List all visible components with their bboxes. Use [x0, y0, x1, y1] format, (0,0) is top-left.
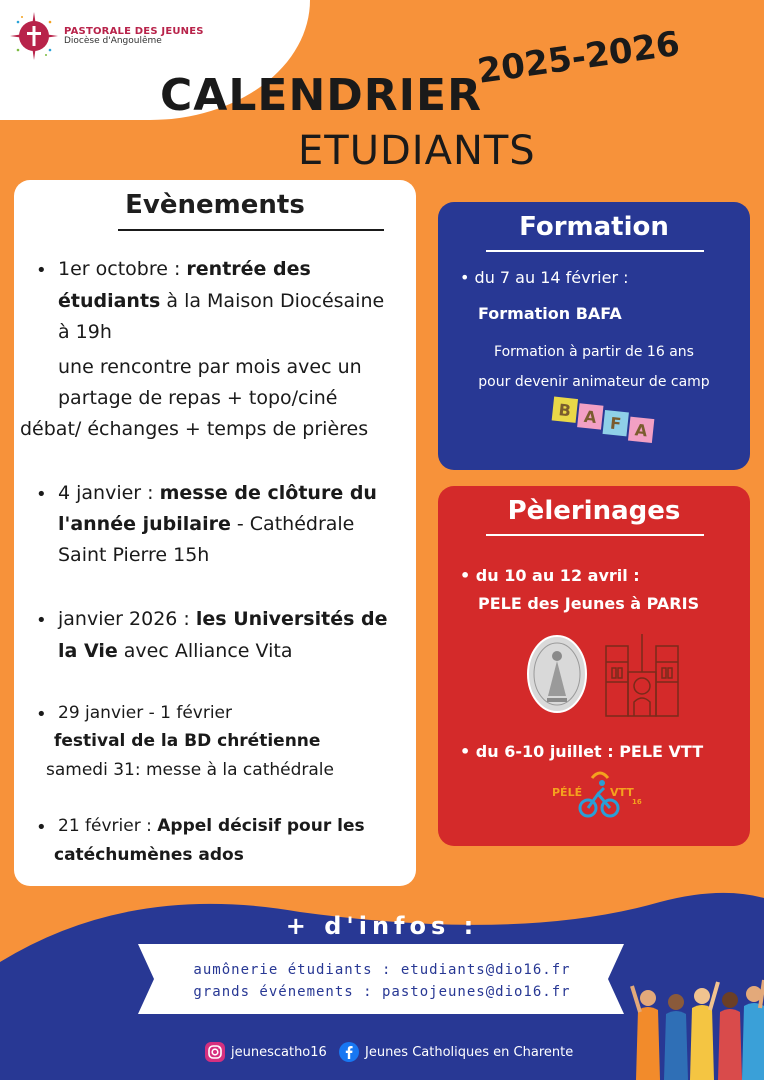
- list-item: partage de repas + topo/ciné: [58, 387, 338, 409]
- young-people-illustration: [630, 968, 764, 1080]
- bafa-letter: B: [557, 400, 572, 421]
- facebook-page-name: Jeunes Catholiques en Charente: [365, 1044, 574, 1060]
- page-subtitle: ETUDIANTS: [298, 128, 536, 174]
- cross-compass-icon: [10, 12, 58, 60]
- pelerinages-divider: [486, 534, 704, 536]
- pele-vtt-date: • du 6-10 juillet : PELE VTT: [460, 742, 704, 761]
- notre-dame-icon: [600, 632, 684, 720]
- list-item: à 19h: [58, 321, 112, 343]
- instagram-handle: jeunescatho16: [231, 1044, 327, 1060]
- pele-vtt-logo-num: 16: [632, 798, 642, 806]
- formation-heading: Formation: [519, 212, 669, 242]
- page-title-year: 2025-2026: [475, 23, 683, 92]
- events-divider: [118, 229, 384, 231]
- list-item: Saint Pierre 15h: [58, 544, 210, 566]
- instagram-icon: [204, 1041, 226, 1063]
- list-item: une rencontre par mois avec un: [58, 356, 362, 378]
- miraculous-medal-icon: [526, 634, 588, 714]
- list-item: 1er octobre : rentrée des: [58, 258, 311, 280]
- logo-diocese: Diocèse d'Angoulême: [64, 36, 162, 46]
- facebook-link[interactable]: [338, 1040, 573, 1064]
- formation-date: • du 7 au 14 février :: [460, 268, 629, 287]
- formation-card: [438, 202, 750, 470]
- pele-vtt-logo-right: VTT: [610, 786, 634, 799]
- bafa-letter: F: [609, 413, 623, 434]
- list-bullet: •: [36, 817, 47, 838]
- list-item: l'année jubilaire - Cathédrale: [58, 513, 355, 535]
- footer-heading: + d'infos :: [285, 912, 479, 940]
- instagram-link[interactable]: [204, 1040, 327, 1064]
- list-item: samedi 31: messe à la cathédrale: [46, 760, 334, 780]
- page-title: CALENDRIER: [160, 70, 482, 121]
- contact-students[interactable]: aumônerie étudiants : etudiants@dio16.fr: [193, 962, 571, 978]
- pele-paris-name: PELE des Jeunes à PARIS: [478, 594, 700, 613]
- facebook-icon: [338, 1041, 360, 1063]
- list-bullet: •: [36, 704, 47, 725]
- formation-name: Formation BAFA: [478, 304, 622, 323]
- bafa-blocks-image: [548, 390, 662, 449]
- list-item: catéchumènes ados: [54, 845, 244, 865]
- list-bullet: •: [36, 260, 47, 281]
- list-item: la Vie avec Alliance Vita: [58, 640, 293, 662]
- bafa-letter: A: [583, 406, 598, 428]
- formation-divider: [486, 250, 704, 252]
- list-item: débat/ échanges + temps de prières: [20, 418, 369, 440]
- list-item: 21 février : Appel décisif pour les: [58, 816, 365, 836]
- list-item: étudiants à la Maison Diocésaine: [58, 290, 385, 312]
- pele-vtt-logo-left: PÉLÉ: [552, 786, 583, 799]
- pele-paris-date: • du 10 au 12 avril :: [460, 566, 640, 585]
- list-bullet: •: [36, 610, 47, 631]
- list-item: 29 janvier - 1 février: [58, 703, 233, 723]
- formation-desc-2: pour devenir animateur de camp: [478, 374, 710, 390]
- events-heading: Evènements: [125, 190, 305, 220]
- logo-text: [64, 26, 204, 47]
- formation-desc-1: Formation à partir de 16 ans: [494, 344, 694, 360]
- list-bullet: •: [36, 484, 47, 505]
- pele-vtt-logo: [548, 770, 648, 820]
- pelerinages-heading: Pèlerinages: [507, 496, 681, 526]
- pelerinages-card: [438, 486, 750, 846]
- list-item: festival de la BD chrétienne: [54, 731, 321, 751]
- list-item: 4 janvier : messe de clôture du: [58, 482, 377, 504]
- events-card: [14, 180, 416, 886]
- info-band: [138, 944, 624, 1014]
- bafa-letter: A: [633, 420, 649, 441]
- contact-events[interactable]: grands événements : pastojeunes@dio16.fr: [193, 984, 571, 1000]
- list-item: janvier 2026 : les Universités de: [58, 608, 388, 630]
- logo-name: PASTORALE DES JEUNES: [64, 26, 204, 37]
